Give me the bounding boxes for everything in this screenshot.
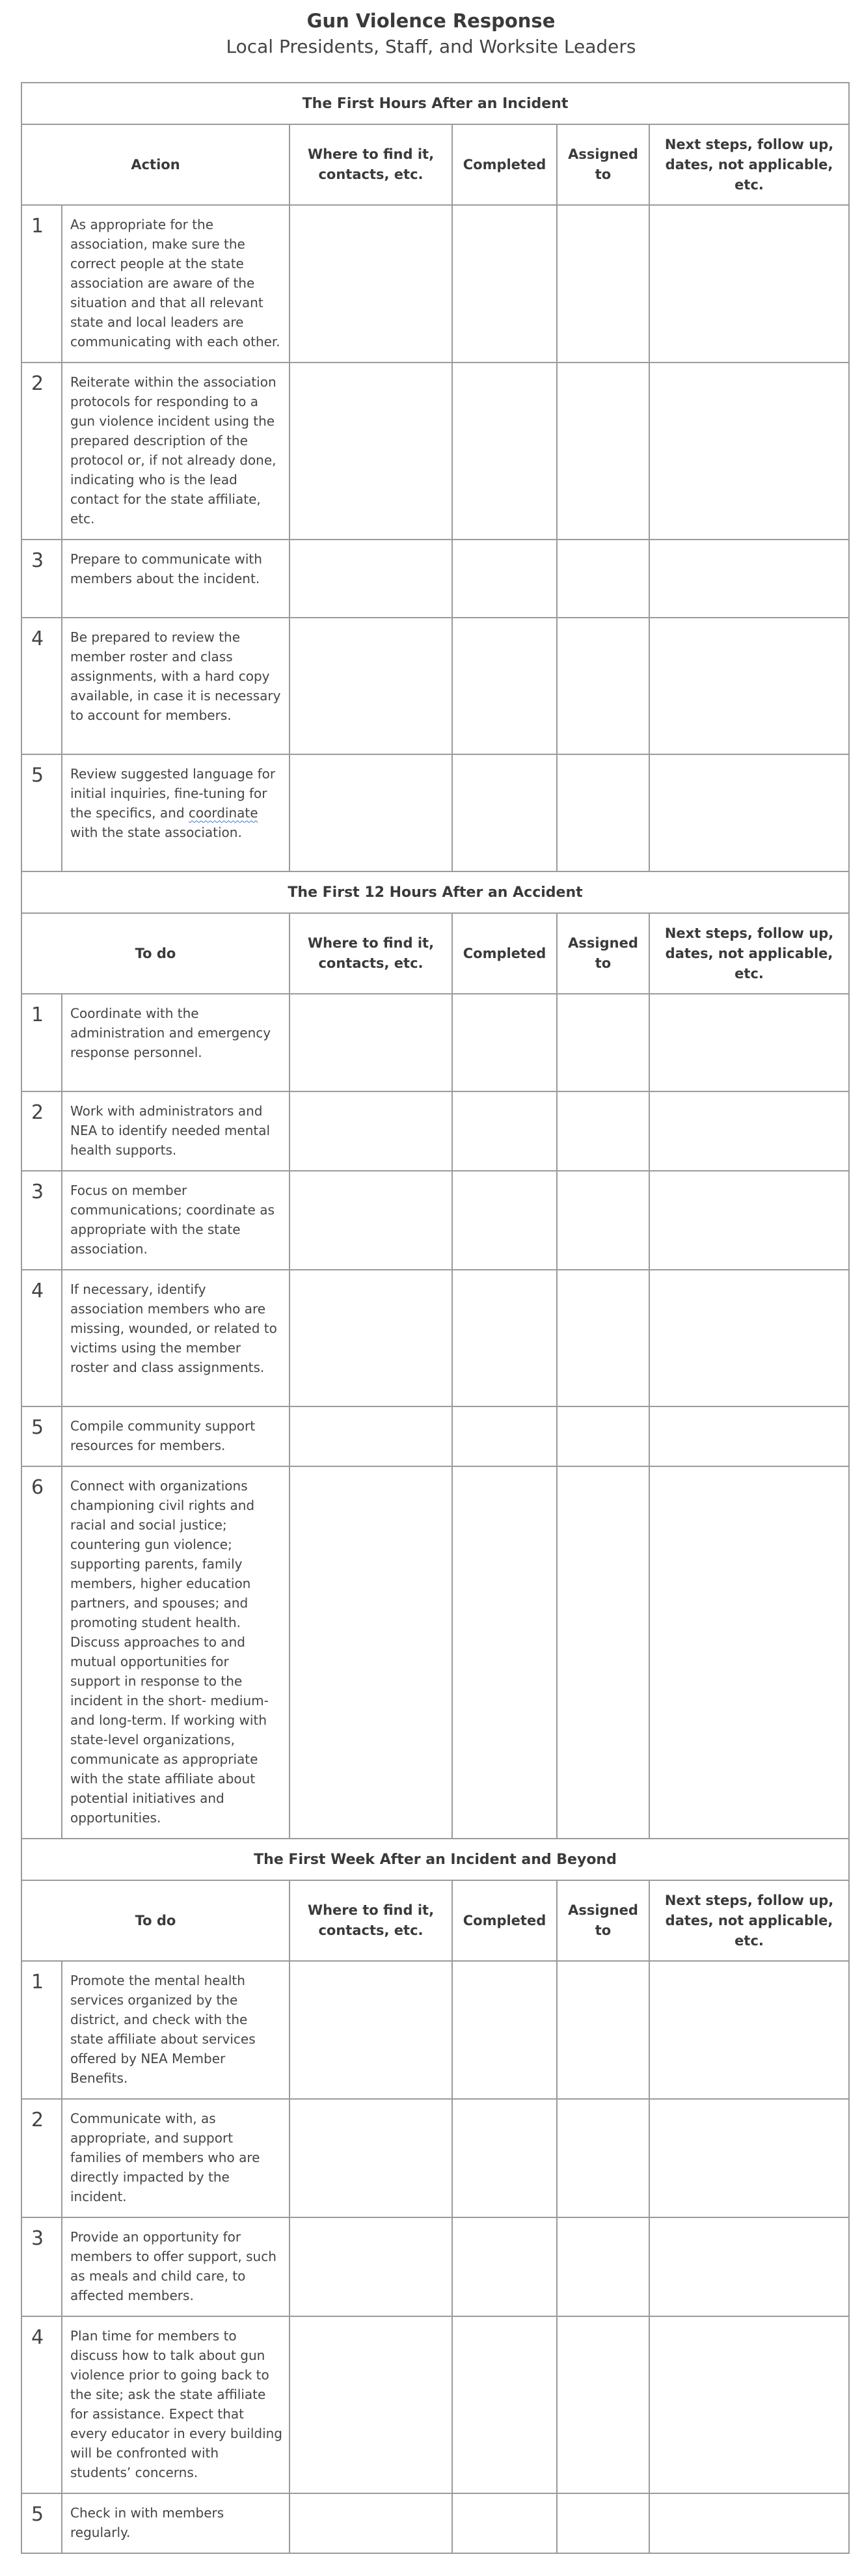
cell-assigned[interactable] bbox=[557, 754, 649, 871]
cell-assigned[interactable] bbox=[557, 994, 649, 1091]
table-row bbox=[21, 1406, 849, 1466]
table-row bbox=[21, 2493, 849, 2553]
row-number: 1 bbox=[21, 205, 62, 363]
column-header-assigned: Assigned to bbox=[557, 913, 649, 994]
row-number: 4 bbox=[21, 618, 62, 754]
column-header-row bbox=[21, 1880, 849, 1961]
column-header-row bbox=[21, 913, 849, 994]
table-row bbox=[21, 754, 849, 871]
cell-next-steps[interactable] bbox=[649, 994, 849, 1091]
cell-completed[interactable] bbox=[452, 205, 557, 363]
row-task-text: Review suggested language for initial inquiries, fine-tuning for the specifics, and bbox=[70, 766, 276, 821]
column-header-assigned: Assigned to bbox=[557, 124, 649, 205]
cell-completed[interactable] bbox=[452, 754, 557, 871]
column-header-completed: Completed bbox=[452, 124, 557, 205]
section-title: The First Week After an Incident and Beyond bbox=[21, 1839, 849, 1880]
cell-where[interactable] bbox=[290, 2493, 452, 2553]
row-number: 2 bbox=[21, 2099, 62, 2217]
cell-where[interactable] bbox=[290, 205, 452, 363]
cell-assigned[interactable] bbox=[557, 1171, 649, 1270]
table-row bbox=[21, 205, 849, 363]
cell-assigned[interactable] bbox=[557, 2493, 649, 2553]
cell-completed[interactable] bbox=[452, 1961, 557, 2099]
cell-assigned[interactable] bbox=[557, 1466, 649, 1839]
row-number: 1 bbox=[21, 1961, 62, 2099]
cell-completed[interactable] bbox=[452, 618, 557, 754]
table-row bbox=[21, 1961, 849, 2099]
cell-completed[interactable] bbox=[452, 540, 557, 618]
table-row bbox=[21, 1171, 849, 1270]
cell-completed[interactable] bbox=[452, 2316, 557, 2493]
section-first-12-hours bbox=[21, 871, 849, 1839]
cell-where[interactable] bbox=[290, 2217, 452, 2316]
cell-assigned[interactable] bbox=[557, 2217, 649, 2316]
row-number: 3 bbox=[21, 2217, 62, 2316]
document-title: Gun Violence Response bbox=[306, 10, 556, 32]
cell-completed[interactable] bbox=[452, 1270, 557, 1406]
spellcheck-flagged-word[interactable]: coordinate bbox=[188, 805, 258, 821]
cell-assigned[interactable] bbox=[557, 363, 649, 540]
cell-assigned[interactable] bbox=[557, 618, 649, 754]
cell-completed[interactable] bbox=[452, 2217, 557, 2316]
row-task: Connect with organizations championing civil rights and racial and social justice; countering gun violence; supporting parents, family members, higher education partners, and spouses; and promoting student health. Discuss approaches to and mutual opportunities for support in response to the incident in the short- medium- and long-term. If working with state-level organizations, communicate as appropriate with the state affiliate about potential initiatives and opportunities. bbox=[62, 1466, 290, 1839]
cell-next-steps[interactable] bbox=[649, 363, 849, 540]
table-row bbox=[21, 540, 849, 618]
table-row bbox=[21, 363, 849, 540]
cell-completed[interactable] bbox=[452, 1466, 557, 1839]
row-number: 5 bbox=[21, 754, 62, 871]
row-task: Work with administrators and NEA to identify needed mental health supports. bbox=[62, 1091, 290, 1171]
cell-assigned[interactable] bbox=[557, 1961, 649, 2099]
cell-completed[interactable] bbox=[452, 994, 557, 1091]
row-task: Promote the mental health services organized by the district, and check with the state affiliate about services offered by NEA Member Benefits. bbox=[62, 1961, 290, 2099]
column-header-where: Where to find it, contacts, etc. bbox=[290, 913, 452, 994]
table-row bbox=[21, 618, 849, 754]
column-header-next-steps: Next steps, follow up, dates, not applicable, etc. bbox=[649, 124, 849, 205]
cell-where[interactable] bbox=[290, 2099, 452, 2217]
cell-next-steps[interactable] bbox=[649, 1171, 849, 1270]
cell-completed[interactable] bbox=[452, 2493, 557, 2553]
row-task: Communicate with, as appropriate, and support families of members who are directly impacted by the incident. bbox=[62, 2099, 290, 2217]
row-number: 4 bbox=[21, 2316, 62, 2493]
cell-next-steps[interactable] bbox=[649, 1961, 849, 2099]
response-checklist-table bbox=[21, 82, 850, 2554]
row-task: Plan time for members to discuss how to talk about gun violence prior to going back to the site; ask the state affiliate for assistance. Expect that every educator in every building will be confronted with students’ concerns. bbox=[62, 2316, 290, 2493]
row-number: 4 bbox=[21, 1270, 62, 1406]
cell-next-steps[interactable] bbox=[649, 540, 849, 618]
cell-assigned[interactable] bbox=[557, 2316, 649, 2493]
cell-where[interactable] bbox=[290, 2316, 452, 2493]
cell-completed[interactable] bbox=[452, 363, 557, 540]
row-number: 1 bbox=[21, 994, 62, 1091]
cell-where[interactable] bbox=[290, 754, 452, 871]
cell-where[interactable] bbox=[290, 363, 452, 540]
cell-completed[interactable] bbox=[452, 1406, 557, 1466]
cell-where[interactable] bbox=[290, 1961, 452, 2099]
section-title: The First 12 Hours After an Accident bbox=[21, 871, 849, 913]
cell-next-steps[interactable] bbox=[649, 205, 849, 363]
cell-completed[interactable] bbox=[452, 2099, 557, 2217]
column-header-todo: To do bbox=[21, 913, 290, 994]
cell-where[interactable] bbox=[290, 1466, 452, 1839]
row-task: Be prepared to review the member roster and class assignments, with a hard copy available, in case it is necessary to account for members. bbox=[62, 618, 290, 754]
row-number: 5 bbox=[21, 2493, 62, 2553]
cell-where[interactable] bbox=[290, 1270, 452, 1406]
cell-next-steps[interactable] bbox=[649, 1270, 849, 1406]
cell-completed[interactable] bbox=[452, 1171, 557, 1270]
section-first-hours bbox=[21, 83, 849, 871]
cell-completed[interactable] bbox=[452, 1091, 557, 1171]
section-first-week bbox=[21, 1839, 849, 2553]
column-header-todo: To do bbox=[21, 1880, 290, 1961]
table-row bbox=[21, 1091, 849, 1171]
cell-assigned[interactable] bbox=[557, 540, 649, 618]
cell-where[interactable] bbox=[290, 1171, 452, 1270]
row-number: 5 bbox=[21, 1406, 62, 1466]
column-header-where: Where to find it, contacts, etc. bbox=[290, 124, 452, 205]
cell-assigned[interactable] bbox=[557, 1406, 649, 1466]
column-header-row bbox=[21, 124, 849, 205]
row-number: 2 bbox=[21, 1091, 62, 1171]
document-header bbox=[0, 0, 862, 82]
cell-assigned[interactable] bbox=[557, 1270, 649, 1406]
cell-assigned[interactable] bbox=[557, 1091, 649, 1171]
row-task-text: with the state association. bbox=[70, 825, 242, 840]
table-row bbox=[21, 2316, 849, 2493]
row-number: 3 bbox=[21, 1171, 62, 1270]
cell-next-steps[interactable] bbox=[649, 2493, 849, 2553]
row-task: Coordinate with the administration and emergency response personnel. bbox=[62, 994, 290, 1091]
cell-next-steps[interactable] bbox=[649, 2316, 849, 2493]
row-task: As appropriate for the association, make sure the correct people at the state association are aware of the situation and that all relevant state and local leaders are communicating with each other. bbox=[62, 205, 290, 363]
column-header-assigned: Assigned to bbox=[557, 1880, 649, 1961]
row-task: Compile community support resources for members. bbox=[62, 1406, 290, 1466]
column-header-action: Action bbox=[21, 124, 290, 205]
cell-where[interactable] bbox=[290, 994, 452, 1091]
row-task: Provide an opportunity for members to offer support, such as meals and child care, to affected members. bbox=[62, 2217, 290, 2316]
column-header-where: Where to find it, contacts, etc. bbox=[290, 1880, 452, 1961]
row-number: 2 bbox=[21, 363, 62, 540]
row-task: If necessary, identify association members who are missing, wounded, or related to victims using the member roster and class assignments. bbox=[62, 1270, 290, 1406]
cell-next-steps[interactable] bbox=[649, 2217, 849, 2316]
cell-next-steps[interactable] bbox=[649, 1406, 849, 1466]
cell-assigned[interactable] bbox=[557, 2099, 649, 2217]
cell-next-steps[interactable] bbox=[649, 2099, 849, 2217]
row-task: Prepare to communicate with members about the incident. bbox=[62, 540, 290, 618]
table-row bbox=[21, 2217, 849, 2316]
table-row bbox=[21, 1270, 849, 1406]
column-header-completed: Completed bbox=[452, 913, 557, 994]
cell-where[interactable] bbox=[290, 1091, 452, 1171]
document-subtitle: Local Presidents, Staff, and Worksite Leaders bbox=[226, 36, 636, 57]
cell-next-steps[interactable] bbox=[649, 1091, 849, 1171]
cell-where[interactable] bbox=[290, 540, 452, 618]
cell-next-steps[interactable] bbox=[649, 1466, 849, 1839]
column-header-next-steps: Next steps, follow up, dates, not applicable, etc. bbox=[649, 913, 849, 994]
row-number: 3 bbox=[21, 540, 62, 618]
column-header-completed: Completed bbox=[452, 1880, 557, 1961]
table-row bbox=[21, 994, 849, 1091]
cell-next-steps[interactable] bbox=[649, 618, 849, 754]
cell-assigned[interactable] bbox=[557, 205, 649, 363]
cell-next-steps[interactable] bbox=[649, 754, 849, 871]
row-task bbox=[62, 754, 290, 871]
row-task: Focus on member communications; coordinate as appropriate with the state association. bbox=[62, 1171, 290, 1270]
cell-where[interactable] bbox=[290, 618, 452, 754]
row-number: 6 bbox=[21, 1466, 62, 1839]
row-task: Reiterate within the association protocols for responding to a gun violence incident using the prepared description of the protocol or, if not already done, indicating who is the lead contact for the state affiliate, etc. bbox=[62, 363, 290, 540]
table-row bbox=[21, 1466, 849, 1839]
section-title: The First Hours After an Incident bbox=[21, 83, 849, 124]
row-task: Check in with members regularly. bbox=[62, 2493, 290, 2553]
cell-where[interactable] bbox=[290, 1406, 452, 1466]
column-header-next-steps: Next steps, follow up, dates, not applicable, etc. bbox=[649, 1880, 849, 1961]
table-row bbox=[21, 2099, 849, 2217]
